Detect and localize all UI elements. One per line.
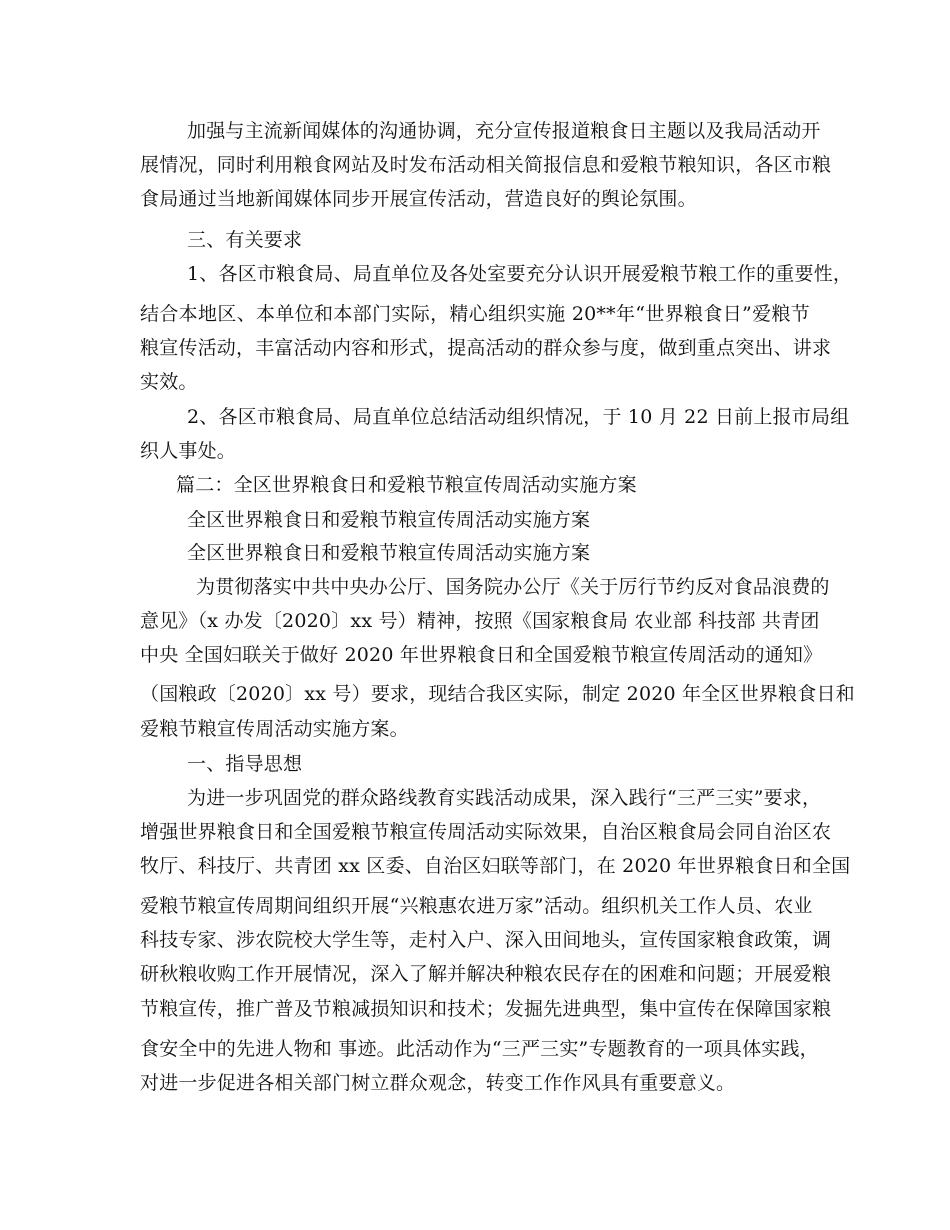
paragraph-line: 为贯彻落实中共中央办公厅、国务院办公厅《关于厉行节约反对食品浪费的 [196, 576, 830, 598]
article-heading: 篇二：全区世界粮食日和爱粮节粮宣传周活动实施方案 [176, 474, 637, 496]
paragraph-line: 科技专家、涉农院校大学生等，走村入户、深入田间地头，宣传国家粮食政策，调 [140, 929, 832, 951]
paragraph-line: 为进一步巩固党的群众路线教育实践活动成果，深入践行“三严三实”要求， [187, 787, 822, 809]
paragraph-line: 爱粮节粮宣传周期间组织开展“兴粮惠农进万家”活动。组织机关工作人员、农业 [140, 895, 813, 917]
paragraph-line: 展情况，同时利用粮食网站及时发布活动相关简报信息和爱粮节粮知识，各区市粮 [140, 154, 832, 176]
paragraph-line: 中央 全国妇联关于做好 2020 年世界粮食日和全国爱粮节粮宣传周活动的通知》 [140, 644, 823, 666]
paragraph-line: 食安全中的先进人物和 事迹。此活动作为“三严三实”专题教育的一项具体实践， [140, 1038, 819, 1060]
paragraph-line: 结合本地区、本单位和本部门实际，精心组织实施 20**年“世界粮食日”爱粮节 [140, 303, 810, 325]
paragraph-line: 节粮宣传，推广普及节粮减损知识和技术；发掘先进典型，集中宣传在保障国家粮 [140, 998, 832, 1020]
paragraph-line: 1、各区市粮食局、局直单位及各处室要充分认识开展爱粮节粮工作的重要性， [187, 263, 853, 285]
paragraph-line: 加强与主流新闻媒体的沟通协调，充分宣传报道粮食日主题以及我局活动开 [187, 120, 821, 142]
paragraph-line: 爱粮节粮宣传周活动实施方案。 [140, 718, 409, 740]
section-heading: 三、有关要求 [187, 229, 303, 251]
paragraph-line: 牧厅、科技厅、共青团 xx 区委、自治区妇联等部门，在 2020 年世界粮食日和全国 [140, 855, 851, 877]
article-subtitle: 全区世界粮食日和爱粮节粮宣传周活动实施方案 [187, 542, 591, 564]
paragraph-line: 粮宣传活动，丰富活动内容和形式，提高活动的群众参与度，做到重点突出、讲求 [140, 337, 832, 359]
paragraph-line: 意见》（x 办发〔2020〕xx 号）精神，按照《国家粮食局 农业部 科技部 共青团 [140, 610, 820, 632]
section-heading: 一、指导思想 [187, 753, 303, 775]
paragraph-line: 2、各区市粮食局、局直单位总结活动组织情况，于 10 月 22 日前上报市局组 [187, 406, 850, 428]
paragraph-line: 织人事处。 [140, 440, 237, 462]
article-title: 全区世界粮食日和爱粮节粮宣传周活动实施方案 [187, 509, 591, 531]
paragraph-line: 食局通过当地新闻媒体同步开展宣传活动，营造良好的舆论氛围。 [140, 188, 697, 210]
paragraph-line: 对进一步促进各相关部门树立群众观念，转变工作作风具有重要意义。 [140, 1072, 736, 1094]
paragraph-line: 实效。 [140, 371, 198, 393]
paragraph-line: 研秋粮收购工作开展情况，深入了解并解决种粮农民存在的困难和问题；开展爱粮 [140, 963, 832, 985]
paragraph-line: 增强世界粮食日和全国爱粮节粮宣传周活动实际效果，自治区粮食局会同自治区农 [140, 821, 832, 843]
paragraph-line: （国粮政〔2020〕xx 号）要求，现结合我区实际，制定 2020 年全区世界粮食日和 [140, 683, 855, 705]
